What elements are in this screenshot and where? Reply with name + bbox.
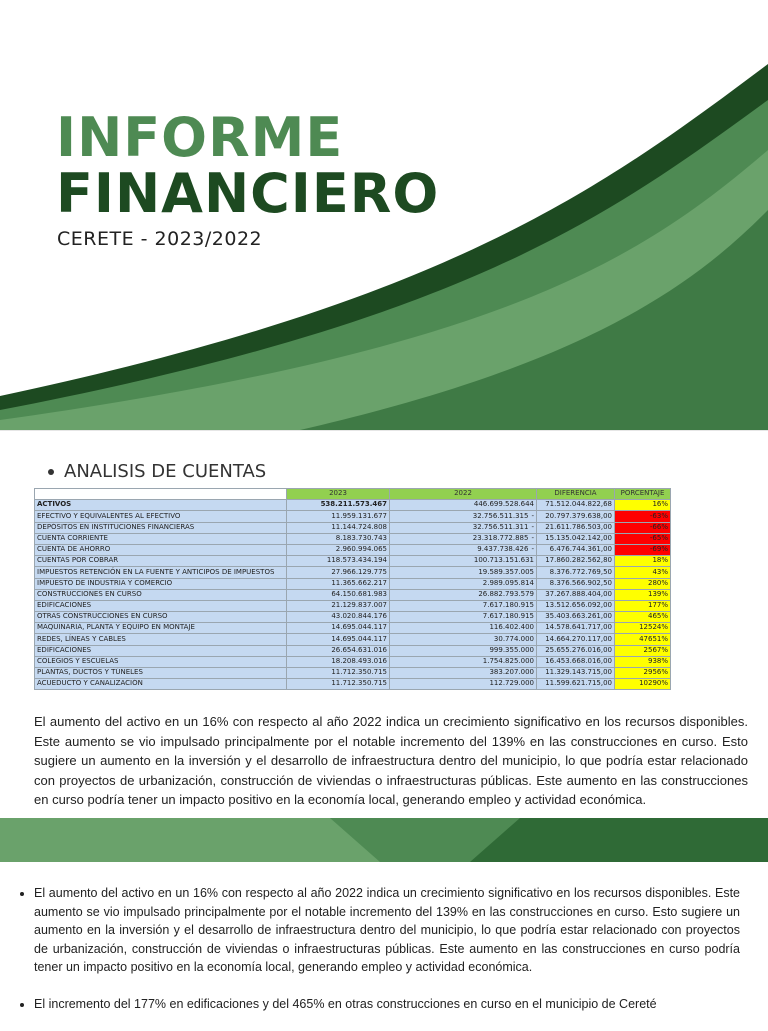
table-row: [35, 656, 671, 667]
value-2022-cell: 7.617.180.915: [390, 612, 537, 623]
difference-cell: 37.267.888.404,00: [537, 589, 615, 600]
difference-cell: 20.797.379.638,00: [537, 511, 615, 522]
difference-cell: 13.512.656.092,00: [537, 600, 615, 611]
table-row: [35, 589, 671, 600]
table-row: [35, 645, 671, 656]
percentage-cell: 2567%: [615, 645, 671, 656]
value-2023-cell: 14.695.044.117: [287, 623, 390, 634]
percentage-cell: 465%: [615, 612, 671, 623]
difference-cell: 6.476.744.361,00: [537, 544, 615, 555]
section-heading-text: ANALISIS DE CUENTAS: [64, 461, 267, 482]
accounts-table: [34, 488, 671, 690]
value-2022-text: 32.756.511.315: [472, 511, 529, 520]
table-row: [35, 511, 671, 522]
list-item: • El incremento del 177% en edificaciones y del 465% en otras construcciones en curso en el municipio de Cereté: [34, 995, 740, 1014]
difference-cell: 8.376.566.902,50: [537, 578, 615, 589]
account-name-cell: EDIFICACIONES: [35, 600, 287, 611]
percentage-cell: 47651%: [615, 634, 671, 645]
value-2023-cell: 18.208.493.016: [287, 656, 390, 667]
value-2022-cell: 19.589.357.005: [390, 567, 537, 578]
account-name-cell: MAQUINARIA, PLANTA Y EQUIPO EN MONTAJE: [35, 623, 287, 634]
difference-cell: 35.403.663.261,00: [537, 612, 615, 623]
report-title-line-2: FINANCIERO: [56, 162, 440, 225]
value-2023-cell: 64.150.681.983: [287, 589, 390, 600]
account-name-cell: ACTIVOS: [35, 500, 287, 511]
value-2023-cell: 538.211.573.467: [287, 500, 390, 511]
account-name-cell: CUENTA DE AHORRO: [35, 544, 287, 555]
negative-sign: -: [531, 533, 534, 542]
report-page-2: [0, 862, 768, 1024]
value-2022-cell: [390, 533, 537, 544]
table-row: [35, 522, 671, 533]
percentage-cell: 2956%: [615, 668, 671, 679]
value-2022-cell: 112.729.000: [390, 679, 537, 690]
percentage-cell: -65%: [615, 533, 671, 544]
value-2022-cell: 383.207.000: [390, 668, 537, 679]
table-row: [35, 612, 671, 623]
percentage-cell: 177%: [615, 600, 671, 611]
value-2023-cell: 11.712.350.715: [287, 679, 390, 690]
table-row: [35, 578, 671, 589]
account-name-cell: IMPUESTOS RETENCIÓN EN LA FUENTE Y ANTICIPOS DE IMPUESTOS: [35, 567, 287, 578]
table-row: [35, 600, 671, 611]
negative-sign: -: [531, 511, 534, 520]
value-2022-cell: [390, 544, 537, 555]
value-2022-cell: 26.882.793.579: [390, 589, 537, 600]
account-name-cell: OTRAS CONSTRUCCIONES EN CURSO: [35, 612, 287, 623]
account-name-cell: PLANTAS, DUCTOS Y TÚNELES: [35, 668, 287, 679]
value-2022-cell: 1.754.825.000: [390, 656, 537, 667]
difference-cell: 11.329.143.715,00: [537, 668, 615, 679]
value-2022-cell: [390, 511, 537, 522]
value-2023-cell: 11.144.724.808: [287, 522, 390, 533]
value-2023-cell: 14.695.044.117: [287, 634, 390, 645]
percentage-cell: 18%: [615, 556, 671, 567]
account-name-cell: EDIFICACIONES: [35, 645, 287, 656]
table-row: [35, 634, 671, 645]
table-row: [35, 623, 671, 634]
value-2023-cell: 11.365.662.217: [287, 578, 390, 589]
value-2022-cell: 7.617.180.915: [390, 600, 537, 611]
account-name-cell: IMPUESTO DE INDUSTRIA Y COMERCIO: [35, 578, 287, 589]
value-2023-cell: 27.966.129.775: [287, 567, 390, 578]
negative-sign: -: [531, 545, 534, 554]
value-2023-cell: 21.129.837.007: [287, 600, 390, 611]
header-2022: 2022: [390, 489, 537, 500]
value-2022-cell: 2.989.095.814: [390, 578, 537, 589]
percentage-cell: -69%: [615, 544, 671, 555]
value-2023-cell: 26.654.631.016: [287, 645, 390, 656]
account-name-cell: EFECTIVO Y EQUIVALENTES AL EFECTIVO: [35, 511, 287, 522]
table-header-row: [35, 489, 671, 500]
value-2022-cell: 446.699.528.644: [390, 500, 537, 511]
percentage-cell: 43%: [615, 567, 671, 578]
account-name-cell: COLEGIOS Y ESCUELAS: [35, 656, 287, 667]
difference-cell: 11.599.621.715,00: [537, 679, 615, 690]
account-name-cell: REDES, LÍNEAS Y CABLES: [35, 634, 287, 645]
value-2022-cell: [390, 522, 537, 533]
percentage-cell: 10290%: [615, 679, 671, 690]
table-row: [35, 556, 671, 567]
difference-cell: 15.135.042.142,00: [537, 533, 615, 544]
header-diferencia: DIFERENCIA: [537, 489, 615, 500]
difference-cell: 8.376.772.769,50: [537, 567, 615, 578]
table-row: [35, 679, 671, 690]
bullet-list: [20, 884, 740, 1031]
percentage-cell: -66%: [615, 522, 671, 533]
table-body: [35, 500, 671, 690]
value-2022-text: 23.318.772.885: [472, 533, 529, 542]
account-name-cell: CUENTAS POR COBRAR: [35, 556, 287, 567]
report-subtitle: CERETE - 2023/2022: [57, 228, 263, 250]
table-row: [35, 533, 671, 544]
value-2022-cell: 30.774.000: [390, 634, 537, 645]
value-2022-cell: 116.402.400: [390, 623, 537, 634]
table-row: [35, 668, 671, 679]
percentage-cell: 12524%: [615, 623, 671, 634]
percentage-cell: -63%: [615, 511, 671, 522]
account-name-cell: ACUEDUCTO Y CANALIZACIÓN: [35, 679, 287, 690]
difference-cell: 71.512.044.822,68: [537, 500, 615, 511]
percentage-cell: 938%: [615, 656, 671, 667]
percentage-cell: 139%: [615, 589, 671, 600]
difference-cell: 25.655.276.016,00: [537, 645, 615, 656]
difference-cell: 14.578.641.717,00: [537, 623, 615, 634]
account-name-cell: CUENTA CORRIENTE: [35, 533, 287, 544]
account-name-cell: DEPÓSITOS EN INSTITUCIONES FINANCIERAS: [35, 522, 287, 533]
analysis-paragraph: El aumento del activo en un 16% con respecto al año 2022 indica un crecimiento significativo en los recursos disponibles. Este aumento se vio impulsado principalmente por el notable incremento del 139% en las construcciones en curso. Esto sugiere un aumento en la inversión y el desarrollo de infraestructura dentro del municipio, lo que podría estar relacionado con proyectos de urbanización, construcción de viviendas o infraestructuras públicas. Este aumento en las construcciones en curso podría tener un impacto positivo en la economía local, generando empleo y actividad económica.: [34, 714, 748, 807]
negative-sign: -: [531, 522, 534, 531]
value-2022-cell: 999.355.000: [390, 645, 537, 656]
percentage-cell: 280%: [615, 578, 671, 589]
difference-cell: 16.453.668.016,00: [537, 656, 615, 667]
report-title-line-1: INFORME: [56, 106, 344, 169]
header-porcentaje: PORCENTAJE: [615, 489, 671, 500]
green-band-decoration: [0, 818, 768, 862]
account-name-cell: CONSTRUCCIONES EN CURSO: [35, 589, 287, 600]
value-2022-cell: 100.713.151.631: [390, 556, 537, 567]
value-2023-cell: 11.959.131.677: [287, 511, 390, 522]
table-row: [35, 500, 671, 511]
value-2023-cell: 11.712.350.715: [287, 668, 390, 679]
list-item: • El aumento del activo en un 16% con respecto al año 2022 indica un crecimiento significativo en los recursos disponibles. Este aumento se vio impulsado principalmente por el notable incremento del 139% en las construcciones en curso. Esto sugiere un aumento en la inversión y el desarrollo de infraestructura dentro del municipio, lo que podría estar relacionado con proyectos de urbanización, construcción de viviendas o infraestructuras públicas. Este aumento en las construcciones en curso podría tener un impacto positivo en la economía local, generando empleo y actividad económica.: [34, 884, 740, 977]
value-2022-text: 32.756.511.311: [472, 522, 529, 531]
value-2023-cell: 118.573.434.194: [287, 556, 390, 567]
bullet-dot-icon: [48, 469, 54, 475]
value-2023-cell: 8.183.730.743: [287, 533, 390, 544]
difference-cell: 17.860.282.562,80: [537, 556, 615, 567]
value-2023-cell: 43.020.844.176: [287, 612, 390, 623]
table-row: [35, 544, 671, 555]
header-2023: 2023: [287, 489, 390, 500]
difference-cell: 14.664.270.117,00: [537, 634, 615, 645]
table-row: [35, 567, 671, 578]
value-2022-text: 9.437.738.426: [477, 545, 529, 554]
header-label-cell: [35, 489, 287, 500]
section-divider: [0, 430, 768, 431]
section-heading: [48, 461, 266, 482]
percentage-cell: 16%: [615, 500, 671, 511]
value-2023-cell: 2.960.994.065: [287, 544, 390, 555]
difference-cell: 21.611.786.503,00: [537, 522, 615, 533]
